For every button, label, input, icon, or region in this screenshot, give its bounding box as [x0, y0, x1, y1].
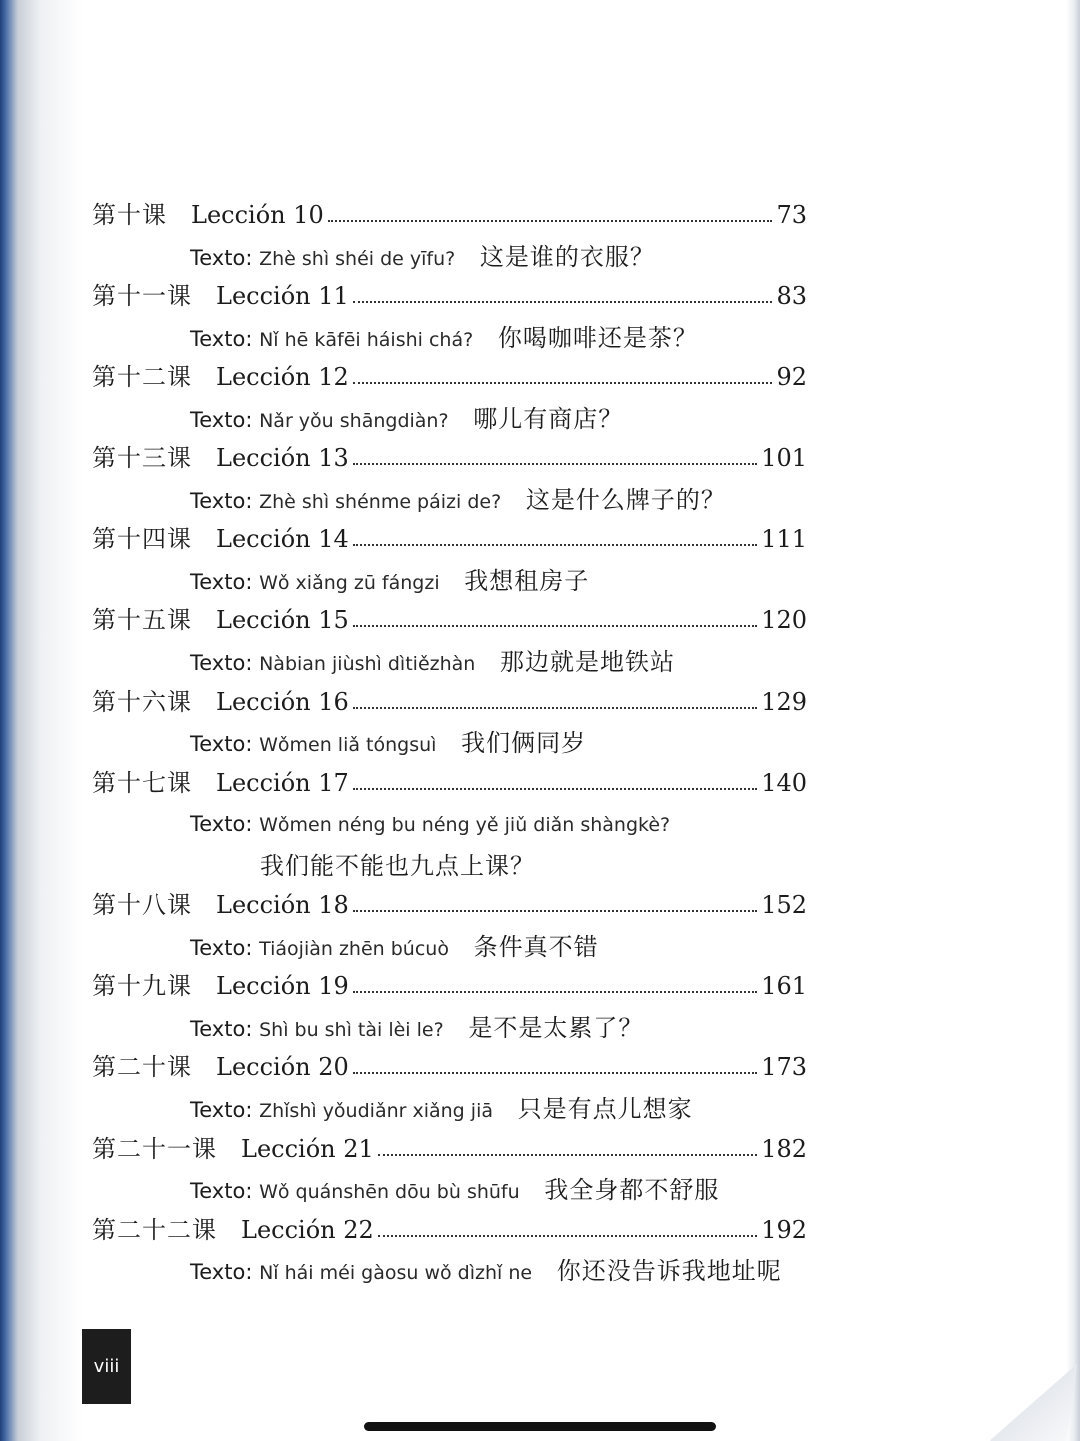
text-label: Texto: — [190, 1098, 253, 1122]
lesson-number: 第二十一课 — [92, 1135, 217, 1163]
toc-entry-lesson-13[interactable] — [92, 438, 807, 478]
page-marker-label: viii — [93, 1356, 120, 1377]
hanzi-title: 你喝咖啡还是茶？ — [497, 324, 698, 352]
pinyin-title: Zhè shì shéi de yīfu? — [259, 248, 456, 270]
lesson-text-line — [190, 561, 890, 601]
text-label: Texto: — [190, 327, 253, 351]
lesson-text-line — [190, 480, 890, 520]
pinyin-title: Nǎr yǒu shāngdiàn? — [259, 410, 449, 432]
hanzi-title: 条件真不错 — [473, 933, 599, 961]
lesson-title: Lección 13 — [216, 444, 349, 472]
lesson-text-line — [190, 804, 890, 844]
hanzi-title: 只是有点儿想家 — [517, 1095, 693, 1123]
toc-entry-lesson-21[interactable] — [92, 1129, 807, 1169]
lesson-text-line — [190, 723, 890, 763]
page-number: 120 — [761, 606, 807, 634]
pinyin-title: Wǒ xiǎng zū fángzi — [259, 572, 440, 594]
lesson-title: Lección 14 — [216, 525, 349, 553]
page-number: 152 — [761, 891, 807, 919]
text-label: Texto: — [190, 651, 253, 675]
page-number: 92 — [776, 363, 807, 391]
lesson-title: Lección 22 — [241, 1216, 374, 1244]
dot-leader — [353, 1048, 757, 1074]
dot-leader — [353, 764, 757, 790]
lesson-number: 第十一课 — [92, 282, 192, 310]
dot-leader — [328, 196, 773, 222]
toc-entry-lesson-15[interactable] — [92, 600, 807, 640]
page-number: 73 — [776, 201, 807, 229]
toc-entry-lesson-12[interactable] — [92, 357, 807, 397]
lesson-number: 第十课 — [92, 201, 167, 229]
lesson-title: Lección 21 — [241, 1135, 374, 1163]
pinyin-title: Zhǐshì yǒudiǎnr xiǎng jiā — [259, 1100, 493, 1122]
pinyin-title: Nàbian jiùshì dìtiězhàn — [259, 653, 476, 675]
hanzi-title: 我们俩同岁 — [461, 729, 587, 757]
dot-leader — [378, 1211, 757, 1237]
text-label: Texto: — [190, 570, 253, 594]
page-number: 192 — [761, 1216, 807, 1244]
hanzi-title: 哪儿有商店？ — [473, 405, 624, 433]
lesson-text-line — [190, 318, 890, 358]
lesson-title: Lección 16 — [216, 688, 349, 716]
text-label: Texto: — [190, 936, 253, 960]
pinyin-title: Nǐ hái méi gàosu wǒ dìzhǐ ne — [259, 1262, 533, 1284]
dot-leader — [353, 886, 757, 912]
dot-leader — [353, 277, 773, 303]
dot-leader — [378, 1130, 757, 1156]
toc-entry-lesson-22[interactable] — [92, 1210, 807, 1250]
lesson-text-line — [190, 1089, 890, 1129]
hanzi-title: 这是什么牌子的？ — [525, 486, 726, 514]
lesson-text-line — [190, 1008, 890, 1048]
lesson-title: Lección 10 — [191, 201, 324, 229]
pinyin-title: Wǒmen liǎ tóngsuì — [259, 734, 437, 756]
toc-entry-lesson-17[interactable] — [92, 763, 807, 803]
lesson-text-line — [190, 1251, 890, 1291]
lesson-title: Lección 15 — [216, 606, 349, 634]
lesson-number: 第十二课 — [92, 363, 192, 391]
toc-entry-lesson-19[interactable] — [92, 966, 807, 1006]
lesson-number: 第十七课 — [92, 769, 192, 797]
hanzi-title: 那边就是地铁站 — [500, 648, 676, 676]
page-marker — [82, 1329, 131, 1404]
pinyin-title: Wǒ quánshēn dōu bù shūfu — [259, 1181, 520, 1203]
hanzi-title: 我全身都不舒服 — [544, 1176, 720, 1204]
lesson-title: Lección 11 — [216, 282, 349, 310]
dot-leader — [353, 601, 757, 627]
toc-entry-lesson-10[interactable] — [92, 195, 807, 235]
page-number: 129 — [761, 688, 807, 716]
hanzi-title: 这是谁的衣服？ — [479, 243, 655, 271]
pinyin-title: Wǒmen néng bu néng yě jiǔ diǎn shàngkè? — [259, 814, 671, 836]
lesson-title: Lección 12 — [216, 363, 349, 391]
lesson-number: 第二十课 — [92, 1053, 192, 1081]
page-number: 161 — [761, 972, 807, 1000]
pinyin-title: Tiáojiàn zhēn búcuò — [259, 938, 449, 960]
text-label: Texto: — [190, 1179, 253, 1203]
text-label: Texto: — [190, 408, 253, 432]
dot-leader — [353, 683, 757, 709]
pinyin-title: Nǐ hē kāfēi háishi chá? — [259, 329, 474, 351]
hanzi-title: 我想租房子 — [464, 567, 590, 595]
text-label: Texto: — [190, 489, 253, 513]
dot-leader — [353, 520, 757, 546]
page-number: 182 — [761, 1135, 807, 1163]
page-number: 83 — [776, 282, 807, 310]
lesson-text-line — [190, 927, 890, 967]
lesson-number: 第十四课 — [92, 525, 192, 553]
page-number: 101 — [761, 444, 807, 472]
hanzi-title: 我们能不能也九点上课？ — [260, 852, 535, 880]
text-label: Texto: — [190, 1260, 253, 1284]
hanzi-title: 是不是太累了？ — [468, 1014, 644, 1042]
lesson-text-line — [190, 237, 890, 277]
page-number: 173 — [761, 1053, 807, 1081]
lesson-text-line — [190, 642, 890, 682]
toc-entry-lesson-11[interactable] — [92, 276, 807, 316]
lesson-title: Lección 17 — [216, 769, 349, 797]
lesson-title: Lección 18 — [216, 891, 349, 919]
hanzi-title: 你还没告诉我地址呢 — [556, 1257, 782, 1285]
page-number: 140 — [761, 769, 807, 797]
lesson-number: 第十九课 — [92, 972, 192, 1000]
lesson-number: 第十五课 — [92, 606, 192, 634]
pinyin-title: Shì bu shì tài lèi le? — [259, 1019, 444, 1041]
page-number: 111 — [761, 525, 807, 553]
lesson-text-line — [190, 399, 890, 439]
text-label: Texto: — [190, 246, 253, 270]
page-curl-corner — [990, 1361, 1077, 1441]
lesson-title: Lección 20 — [216, 1053, 349, 1081]
home-indicator[interactable] — [364, 1422, 716, 1431]
toc-entry-lesson-18[interactable] — [92, 885, 807, 925]
lesson-number: 第十三课 — [92, 444, 192, 472]
text-label: Texto: — [190, 812, 253, 836]
dot-leader — [353, 967, 757, 993]
lesson-title: Lección 19 — [216, 972, 349, 1000]
pinyin-title: Zhè shì shénme páizi de? — [259, 491, 502, 513]
dot-leader — [353, 439, 757, 465]
lesson-number: 第十六课 — [92, 688, 192, 716]
toc-entry-lesson-14[interactable] — [92, 519, 807, 559]
lesson-number: 第二十二课 — [92, 1216, 217, 1244]
toc-entry-lesson-20[interactable] — [92, 1047, 807, 1087]
lesson-text-line — [190, 1170, 890, 1210]
text-label: Texto: — [190, 1017, 253, 1041]
lesson-number: 第十八课 — [92, 891, 192, 919]
dot-leader — [353, 358, 773, 384]
toc-entry-lesson-16[interactable] — [92, 682, 807, 722]
text-label: Texto: — [190, 732, 253, 756]
